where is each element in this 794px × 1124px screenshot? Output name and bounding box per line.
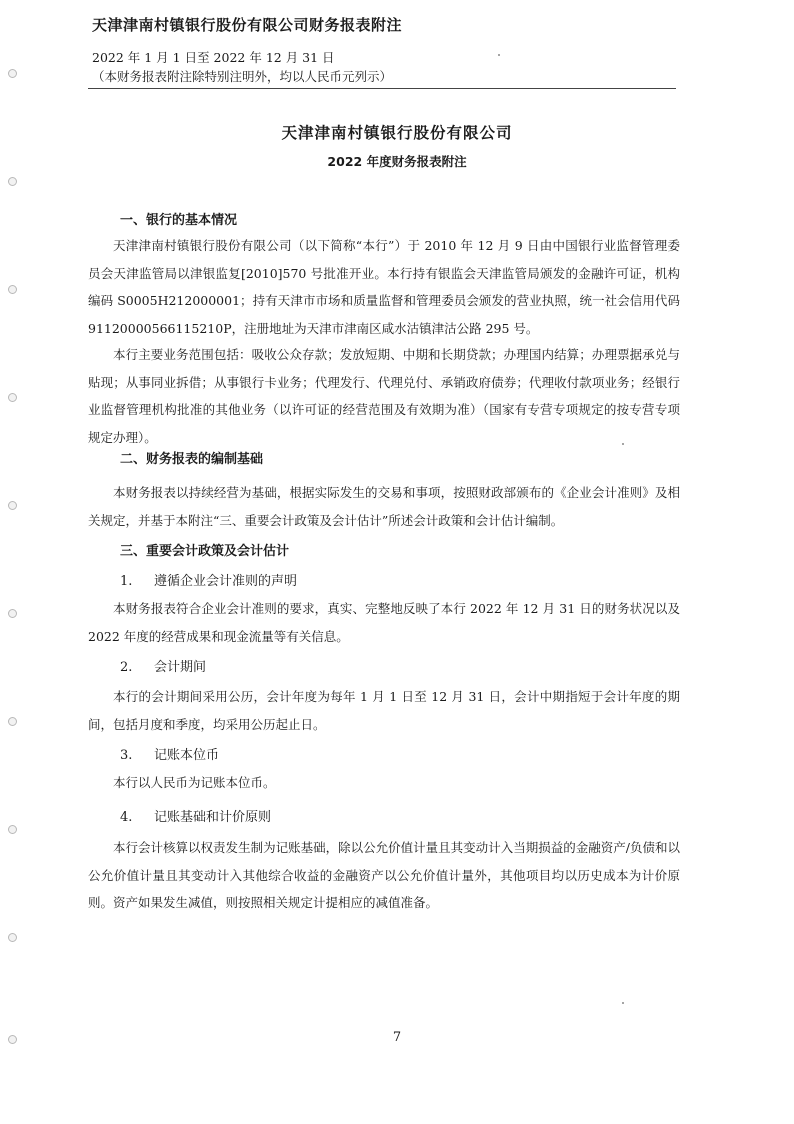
scan-speck (498, 54, 500, 56)
section-heading-accounting-policies: 三、重要会计政策及会计估计 (120, 544, 290, 559)
paragraph-measurement-basis: 本行会计核算以权责发生制为记账基础，除以公允价值计量且其变动计入当期损益的金融资产/负债和以公允价值计量且其变动计入其他综合收益的金融资产以公允价值计量外，其他项目均以历史成本为计价原则。资产如果发生减值，则按照相关规定计提相应的减值准备。 (88, 840, 680, 910)
binder-hole (8, 69, 17, 78)
section-heading-basic-info: 一、银行的基本情况 (120, 213, 238, 228)
paragraph-accounting-period: 本行的会计期间采用公历，会计年度为每年 1 月 1 日至 12 月 31 日，会计中期指短于会计年度的期间，包括月度和季度，均采用公历起止日。 (88, 689, 680, 732)
subsection-heading-compliance (120, 570, 297, 589)
subsection-heading-functional-currency (120, 744, 219, 763)
binder-hole (8, 285, 17, 294)
subsection-heading-accounting-period (120, 656, 206, 675)
paragraph-compliance-statement: 本财务报表符合企业会计准则的要求，真实、完整地反映了本行 2022 年 12 月 31 日的财务状况以及 2022 年度的经营成果和现金流量等有关信息。 (88, 601, 680, 644)
subsection-number: 1. (120, 574, 133, 589)
subsection-number: 4. (120, 810, 133, 825)
binder-hole (8, 501, 17, 510)
header-note: （本财务报表附注除特别注明外，均以人民币元列示） (92, 69, 393, 84)
binder-hole (8, 609, 17, 618)
paragraph-business-scope: 本行主要业务范围包括：吸收公众存款；发放短期、中期和长期贷款；办理国内结算；办理票据承兑与贴现；从事同业拆借；从事银行卡业务；代理发行、代理兑付、承销政府债券；代理收付款项业务；经银行业监督管理机构批准的其他业务（以许可证的经营范围及有效期为准）（国家有专营专项规定的按专营专项规定办理）。 (88, 347, 680, 445)
page-number: 7 (392, 1030, 402, 1045)
subsection-number: 2. (120, 660, 133, 675)
binder-hole (8, 393, 17, 402)
subsection-number: 3. (120, 748, 133, 763)
section-heading-preparation-basis: 二、财务报表的编制基础 (120, 452, 264, 467)
binder-hole (8, 825, 17, 834)
subsection-title: 记账本位币 (154, 748, 220, 763)
binder-hole (8, 717, 17, 726)
paragraph-bank-overview: 天津津南村镇银行股份有限公司（以下简称“本行”）于 2010 年 12 月 9 日由中国银行业监督管理委员会天津监管局以津银监复[2010]570 号批准开业。本行持有银监会天津监管局颁发的金融许可证，机构编码 S0005H212000001；持有天津市市场和质量监督和管理委员会颁发的营业执照，统一社会信用代码 91120000566115210P，注册地址为天津市津南区咸水沽镇津沽公路 295 号。 (88, 238, 680, 336)
document-title: 天津津南村镇银行股份有限公司 (281, 124, 513, 142)
paragraph-preparation-basis: 本财务报表以持续经营为基础，根据实际发生的交易和事项，按照财政部颁布的《企业会计准则》及相关规定，并基于本附注“三、重要会计政策及会计估计”所述会计政策和会计估计编制。 (88, 485, 680, 528)
binder-hole (8, 177, 17, 186)
subsection-heading-measurement-basis (120, 806, 271, 825)
subsection-title: 遵循企业会计准则的声明 (154, 574, 298, 589)
subsection-title: 记账基础和计价原则 (154, 810, 272, 825)
subsection-title: 会计期间 (154, 660, 207, 675)
scan-speck (622, 1002, 624, 1004)
document-subtitle: 2022 年度财务报表附注 (327, 154, 467, 169)
header-period: 2022 年 1 月 1 日至 2022 年 12 月 31 日 (92, 50, 335, 65)
binder-hole (8, 933, 17, 942)
header-title: 天津津南村镇银行股份有限公司财务报表附注 (92, 16, 403, 34)
paragraph-functional-currency: 本行以人民币为记账本位币。 (113, 775, 276, 790)
header-divider (88, 88, 676, 89)
